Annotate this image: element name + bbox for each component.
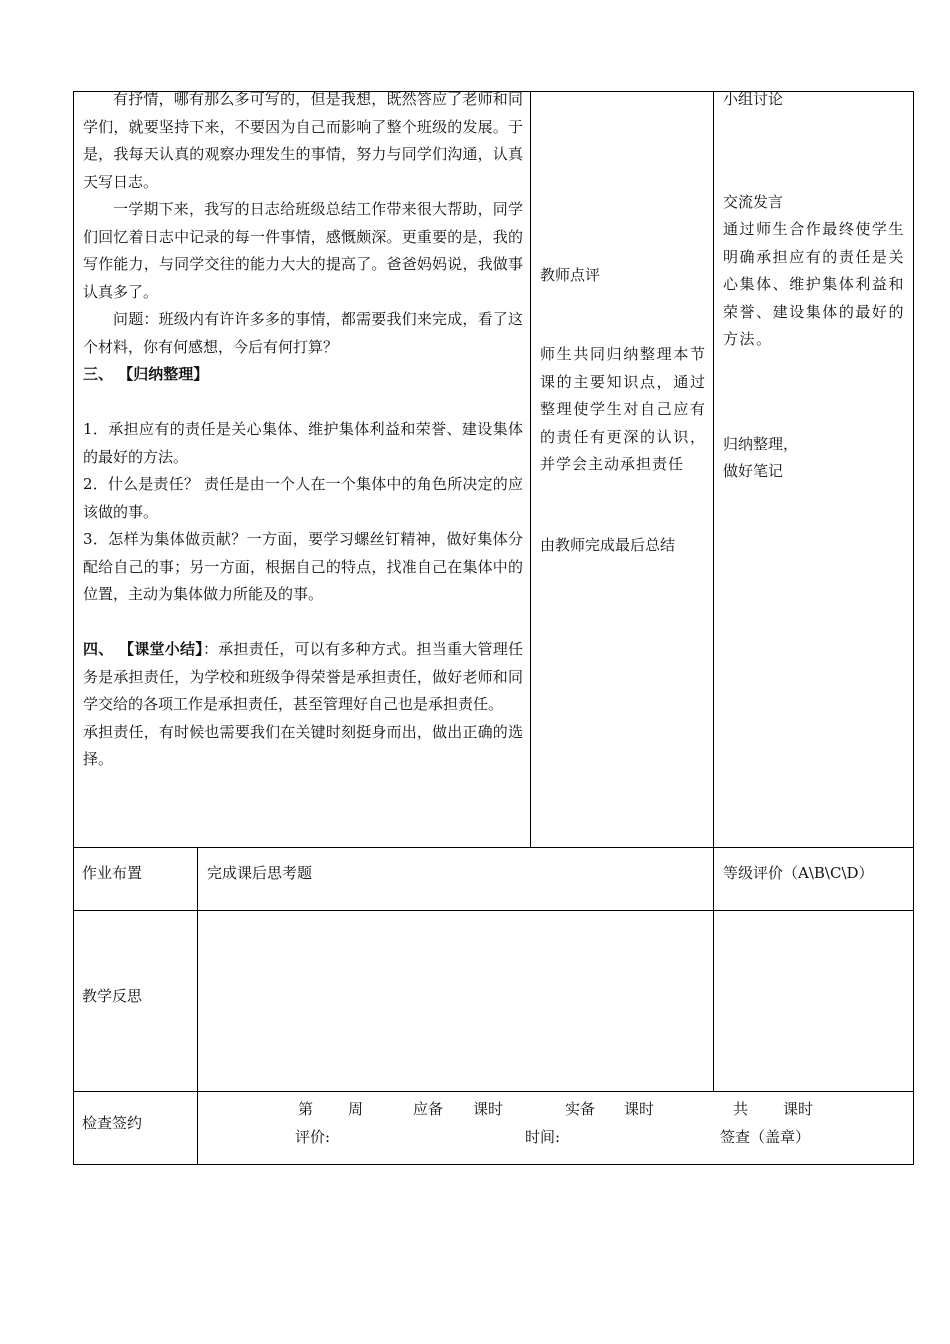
table-border-left <box>73 91 74 1165</box>
check-planned: 应备 <box>413 1100 444 1118</box>
label-col-divider <box>197 847 198 1164</box>
check-planned-unit: 课时 <box>473 1100 504 1118</box>
question-text: 问题：班级内有许许多多的事情，都需要我们来完成，看了这个材料，你有何感想，今后有何打算？ <box>83 310 523 356</box>
exchange-speech: 交流发言 <box>723 193 784 211</box>
check-week-prefix: 第 <box>298 1100 314 1118</box>
summary-point-2: 2．什么是责任？ 责任是由一个人在一个集体中的角色所决定的应该做的事。 <box>83 475 523 521</box>
group-discussion: 小组讨论 <box>723 90 784 108</box>
section-4-paragraph <box>83 636 523 719</box>
table-border-right <box>913 91 914 1165</box>
table-border-bottom <box>73 1164 914 1165</box>
section-4-title: 四、 【课堂小结】 <box>83 640 203 658</box>
check-sign: 签查（盖章） <box>720 1128 811 1146</box>
check-total: 共 <box>733 1100 749 1118</box>
check-actual-unit: 课时 <box>624 1100 655 1118</box>
check-time: 时间: <box>525 1128 561 1146</box>
summary-note-2: 做好笔记 <box>723 462 784 480</box>
summary-point-1: 1．承担应有的责任是关心集体、维护集体利益和荣誉、建设集体的最好的方法。 <box>83 420 523 466</box>
check-actual: 实备 <box>565 1100 596 1118</box>
spacer <box>83 389 523 417</box>
reflection-label: 教学反思 <box>82 987 143 1005</box>
col-divider-1 <box>530 91 531 847</box>
teacher-comment: 教师点评 <box>540 266 601 284</box>
row-divider-content <box>73 847 914 848</box>
paragraph-story-2: 一学期下来，我写的日志给班级总结工作带来很大帮助，同学们回忆着日志中记录的每一件事情，感慨颇深。更重要的是，我的写作能力，与同学交往的能力大大的提高了。爸爸妈妈说，我做事认真多了。 <box>83 200 523 301</box>
row-divider-reflection <box>73 1091 914 1092</box>
homework-label: 作业布置 <box>82 864 143 882</box>
section-4-text: ：承担责任，可以有多种方式。担当重大管理任务是承担责任，为学校和班级争得荣誉是承担责任，做好老师和同学交给的各项工作是承担责任，甚至管理好自己也是承担责任。 <box>83 640 523 713</box>
check-evaluation: 评价: <box>295 1128 331 1146</box>
grade-label: 等级评价（A\B\C\D） <box>723 864 874 882</box>
spacer <box>83 609 523 637</box>
summary-point-3: 3．怎样为集体做贡献？一方面，要学习螺丝钉精神，做好集体分配给自己的事；另一方面，根据自己的特点，找准自己在集体中的位置，主动为集体做力所能及的事。 <box>83 530 523 603</box>
check-label: 检查签约 <box>82 1114 143 1132</box>
section-3-title: 三、 【归纳整理】 <box>83 365 209 383</box>
paragraph-story-1: 有抒情，哪有那么多可写的，但是我想，既然答应了老师和同学们，就要坚持下来，不要因为自己而影响了整个班级的发展。于是，我每天认真的观察办理发生的事情，努力与同学们沟通，认真天写日志。 <box>83 90 523 191</box>
row-divider-homework <box>73 910 914 911</box>
teacher-summary: 师生共同归纳整理本节课的主要知识点，通过整理使学生对自己应有的责任有更深的认识，并学会主动承担责任 <box>540 345 706 473</box>
summary-note-1: 归纳整理， <box>723 435 799 453</box>
main-content-column <box>83 86 523 774</box>
teacher-final: 由教师完成最后总结 <box>540 536 676 554</box>
speech-detail: 通过师生合作最终使学生明确承担应有的责任是关心集体、维护集体利益和荣誉、建设集体的最好的方法。 <box>723 220 905 348</box>
closing-paragraph: 承担责任，有时候也需要我们在关键时刻挺身而出，做出正确的选择。 <box>83 722 523 768</box>
check-total-unit: 课时 <box>783 1100 814 1118</box>
check-week-suffix: 周 <box>348 1100 364 1118</box>
homework-value: 完成课后思考题 <box>207 864 313 882</box>
col-divider-2 <box>713 91 714 1091</box>
